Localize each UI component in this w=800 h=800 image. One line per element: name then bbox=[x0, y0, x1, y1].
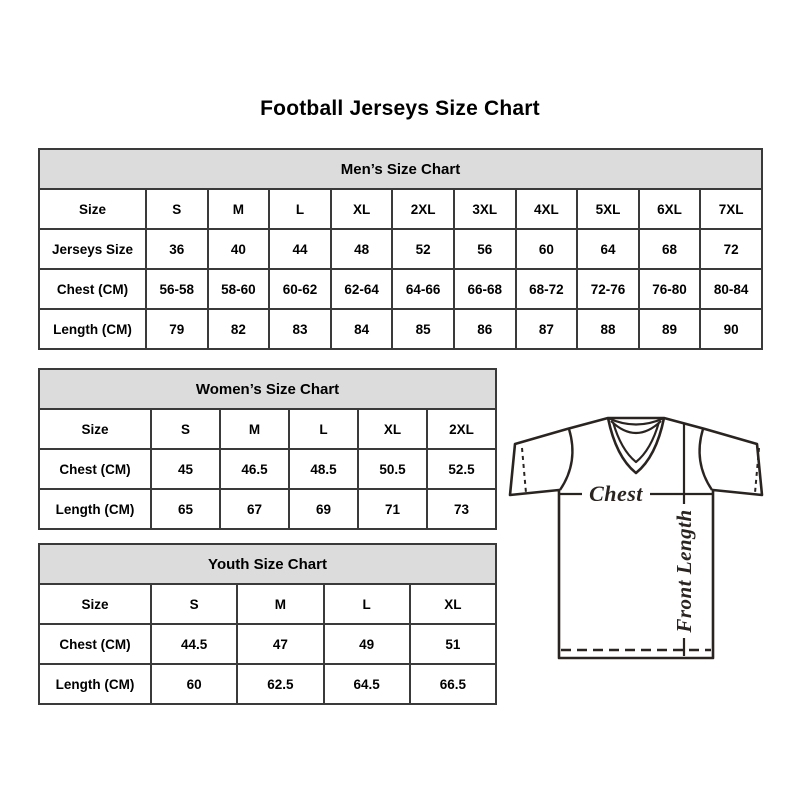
column-header-cell: M bbox=[220, 409, 289, 449]
column-header-cell: L bbox=[324, 584, 410, 624]
table-cell: 52.5 bbox=[427, 449, 496, 489]
mens-size-table bbox=[38, 148, 763, 350]
table-cell: 68-72 bbox=[516, 269, 578, 309]
table-cell: 67 bbox=[220, 489, 289, 529]
table-cell: 65 bbox=[151, 489, 220, 529]
table-cell: 88 bbox=[577, 309, 639, 349]
table-cell: 64-66 bbox=[392, 269, 454, 309]
row-header-cell: Chest (CM) bbox=[39, 449, 151, 489]
table-cell: 89 bbox=[639, 309, 701, 349]
column-header-cell: 4XL bbox=[516, 189, 578, 229]
row-header-cell: Chest (CM) bbox=[39, 624, 151, 664]
table-row bbox=[39, 309, 762, 349]
table-cell: 68 bbox=[639, 229, 701, 269]
table-cell: 76-80 bbox=[639, 269, 701, 309]
table-cell: 82 bbox=[208, 309, 270, 349]
table-row bbox=[39, 269, 762, 309]
table-title: Youth Size Chart bbox=[39, 544, 496, 584]
table-cell: 62-64 bbox=[331, 269, 393, 309]
table-row bbox=[39, 584, 496, 624]
page-title: Football Jerseys Size Chart bbox=[260, 97, 540, 120]
row-header-cell: Jerseys Size bbox=[39, 229, 146, 269]
column-header-cell: M bbox=[237, 584, 323, 624]
womens-size-table bbox=[38, 368, 497, 530]
table-cell: 56 bbox=[454, 229, 516, 269]
column-header-cell: M bbox=[208, 189, 270, 229]
table-cell: 60 bbox=[151, 664, 237, 704]
table-title-row bbox=[39, 149, 762, 189]
table-cell: 51 bbox=[410, 624, 496, 664]
table-title-row bbox=[39, 544, 496, 584]
table-cell: 60-62 bbox=[269, 269, 331, 309]
table-cell: 58-60 bbox=[208, 269, 270, 309]
table-row bbox=[39, 409, 496, 449]
column-header-cell: 3XL bbox=[454, 189, 516, 229]
table-row bbox=[39, 664, 496, 704]
column-header-cell: XL bbox=[410, 584, 496, 624]
table-cell: 52 bbox=[392, 229, 454, 269]
table-cell: 85 bbox=[392, 309, 454, 349]
jersey-outline bbox=[510, 418, 762, 658]
youth-size-table bbox=[38, 543, 497, 705]
table-cell: 64.5 bbox=[324, 664, 410, 704]
row-header-cell: Length (CM) bbox=[39, 664, 151, 704]
table-cell: 83 bbox=[269, 309, 331, 349]
column-header-cell: XL bbox=[358, 409, 427, 449]
table-cell: 44 bbox=[269, 229, 331, 269]
table-cell: 62.5 bbox=[237, 664, 323, 704]
table-cell: 47 bbox=[237, 624, 323, 664]
column-header-cell: L bbox=[289, 409, 358, 449]
table-cell: 86 bbox=[454, 309, 516, 349]
table-title: Men’s Size Chart bbox=[39, 149, 762, 189]
table-cell: 48 bbox=[331, 229, 393, 269]
table-row bbox=[39, 189, 762, 229]
table-cell: 56-58 bbox=[146, 269, 208, 309]
column-header-cell: S bbox=[146, 189, 208, 229]
jersey-diagram bbox=[503, 400, 778, 670]
table-cell: 36 bbox=[146, 229, 208, 269]
table-cell: 48.5 bbox=[289, 449, 358, 489]
sleeve-seam-right bbox=[700, 429, 712, 490]
table-cell: 46.5 bbox=[220, 449, 289, 489]
table-cell: 50.5 bbox=[358, 449, 427, 489]
table-row bbox=[39, 624, 496, 664]
table-cell: 84 bbox=[331, 309, 393, 349]
table-title-row bbox=[39, 369, 496, 409]
table-row bbox=[39, 489, 496, 529]
table-cell: 66-68 bbox=[454, 269, 516, 309]
row-header-cell: Size bbox=[39, 409, 151, 449]
column-header-cell: 6XL bbox=[639, 189, 701, 229]
sleeve-cuff-left-dashed bbox=[522, 448, 526, 493]
chest-label: Chest bbox=[589, 481, 643, 506]
table-cell: 72 bbox=[700, 229, 762, 269]
table-cell: 80-84 bbox=[700, 269, 762, 309]
column-header-cell: 2XL bbox=[392, 189, 454, 229]
row-header-cell: Size bbox=[39, 189, 146, 229]
row-header-cell: Size bbox=[39, 584, 151, 624]
row-header-cell: Chest (CM) bbox=[39, 269, 146, 309]
table-cell: 64 bbox=[577, 229, 639, 269]
column-header-cell: S bbox=[151, 584, 237, 624]
column-header-cell: L bbox=[269, 189, 331, 229]
column-header-cell: XL bbox=[331, 189, 393, 229]
table-cell: 45 bbox=[151, 449, 220, 489]
row-header-cell: Length (CM) bbox=[39, 309, 146, 349]
table-cell: 49 bbox=[324, 624, 410, 664]
table-cell: 40 bbox=[208, 229, 270, 269]
table-title: Women’s Size Chart bbox=[39, 369, 496, 409]
table-cell: 69 bbox=[289, 489, 358, 529]
table-cell: 60 bbox=[516, 229, 578, 269]
row-header-cell: Length (CM) bbox=[39, 489, 151, 529]
table-cell: 90 bbox=[700, 309, 762, 349]
table-cell: 72-76 bbox=[577, 269, 639, 309]
table-cell: 87 bbox=[516, 309, 578, 349]
sleeve-seam-left bbox=[560, 429, 572, 490]
front-length-label: Front Length bbox=[672, 509, 696, 633]
table-row bbox=[39, 449, 496, 489]
column-header-cell: 5XL bbox=[577, 189, 639, 229]
table-row bbox=[39, 229, 762, 269]
table-cell: 66.5 bbox=[410, 664, 496, 704]
column-header-cell: S bbox=[151, 409, 220, 449]
table-cell: 44.5 bbox=[151, 624, 237, 664]
column-header-cell: 7XL bbox=[700, 189, 762, 229]
table-cell: 73 bbox=[427, 489, 496, 529]
table-cell: 71 bbox=[358, 489, 427, 529]
table-cell: 79 bbox=[146, 309, 208, 349]
column-header-cell: 2XL bbox=[427, 409, 496, 449]
